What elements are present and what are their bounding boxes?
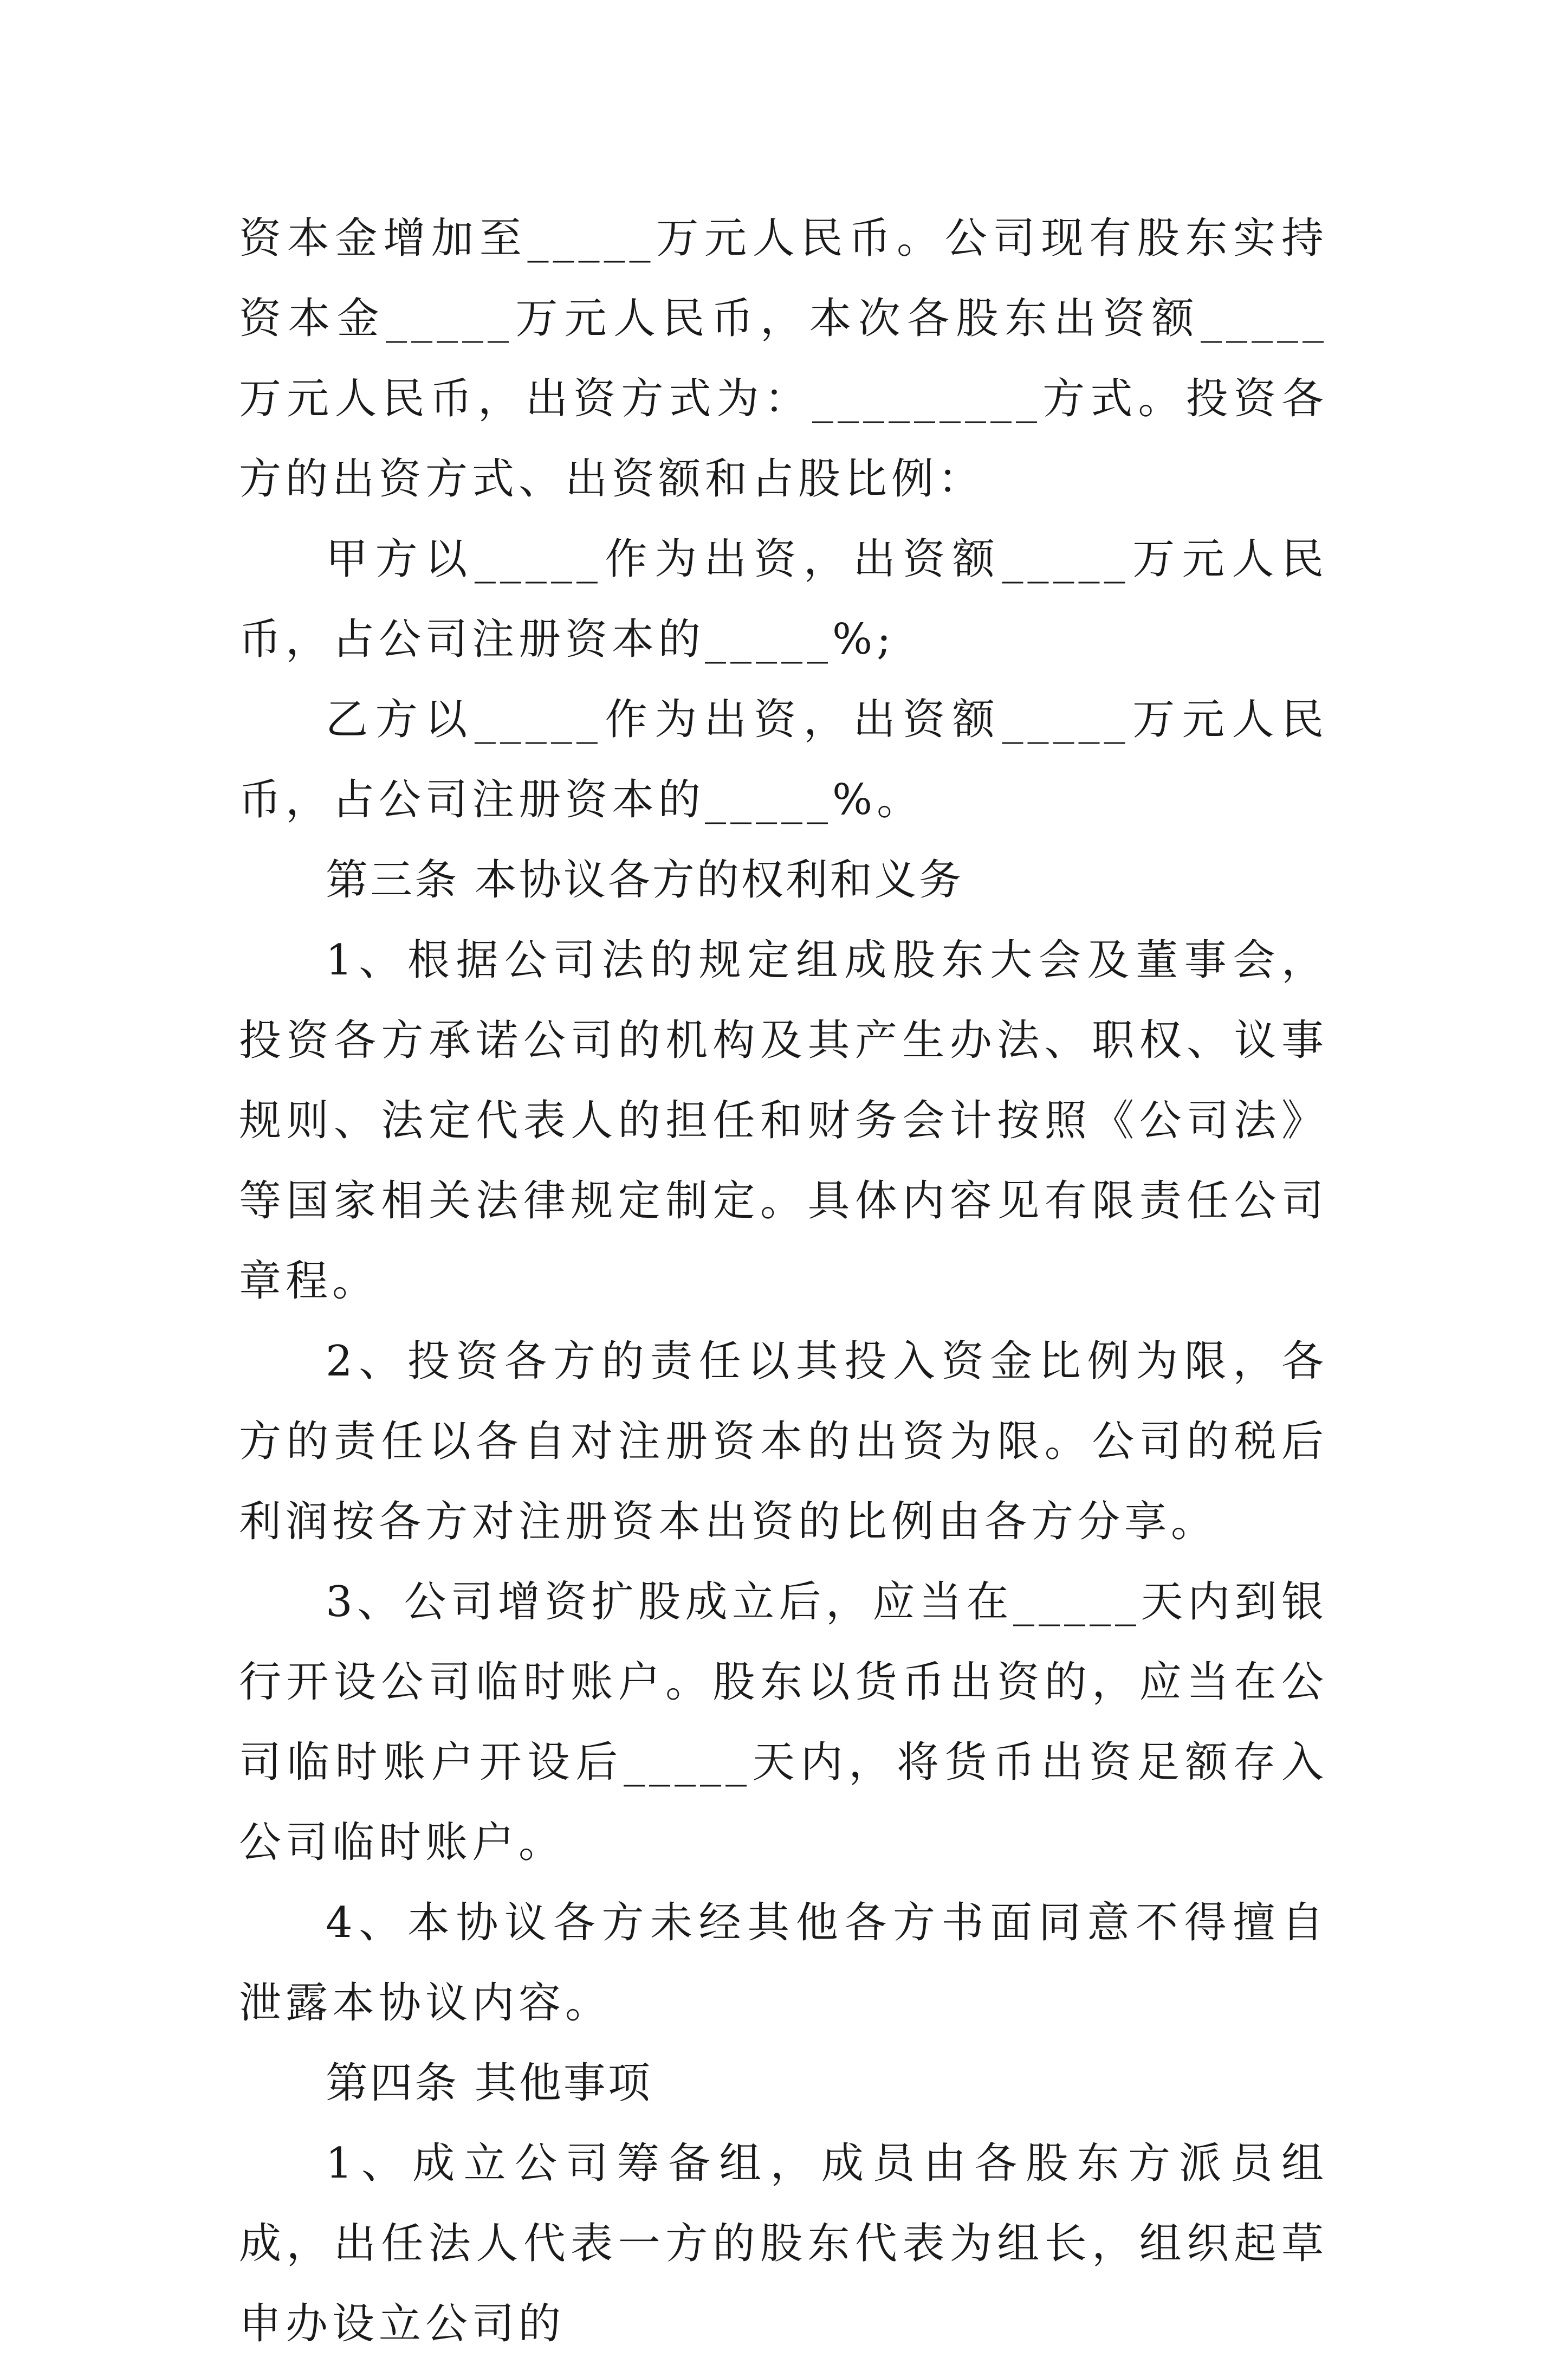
article-3-clause-2: 2、投资各方的责任以其投入资金比例为限，各方的责任以各自对注册资本的出资为限。公司的税后利润按各方对注册资本出资的比例由各方分享。 (239, 1337, 1328, 1546)
article-3-clause-4: 4、本协议各方未经其他各方书面同意不得擅自泄露本协议内容。 (239, 1898, 1328, 2027)
article-4-heading: 第四条 其他事项 (326, 2059, 652, 2108)
paragraph-party-a-contribution: 甲方以_____作为出资，出资额_____万元人民币，占公司注册资本的_____%; (239, 535, 1328, 664)
paragraph-capital-increase: 资本金增加至_____万元人民币。公司现有股东实持资本金_____万元人民币，本次各股东出资额_____万元人民币，出资方式为：_________方式。投资各方的出资方式、出资额和占股比例： (239, 214, 1328, 503)
document-body (239, 198, 1328, 2364)
article-3-heading: 第三条 本协议各方的权利和义务 (326, 856, 963, 905)
article-3-clause-1: 1、根据公司法的规定组成股东大会及董事会，投资各方承诺公司的机构及其产生办法、职权、议事规则、法定代表人的担任和财务会计按照《公司法》等国家相关法律规定制定。具体内容见有限责任公司章程。 (239, 936, 1328, 1306)
article-4-clause-1: 1、成立公司筹备组，成员由各股东方派员组成，出任法人代表一方的股东代表为组长，组织起草申办设立公司的 (239, 2139, 1328, 2348)
article-3-clause-3: 3、公司增资扩股成立后，应当在_____天内到银行开设公司临时账户。股东以货币出资的，应当在公司临时账户开设后_____天内，将货币出资足额存入公司临时账户。 (239, 1578, 1328, 1867)
paragraph-party-b-contribution: 乙方以_____作为出资，出资额_____万元人民币，占公司注册资本的_____%。 (239, 695, 1328, 824)
